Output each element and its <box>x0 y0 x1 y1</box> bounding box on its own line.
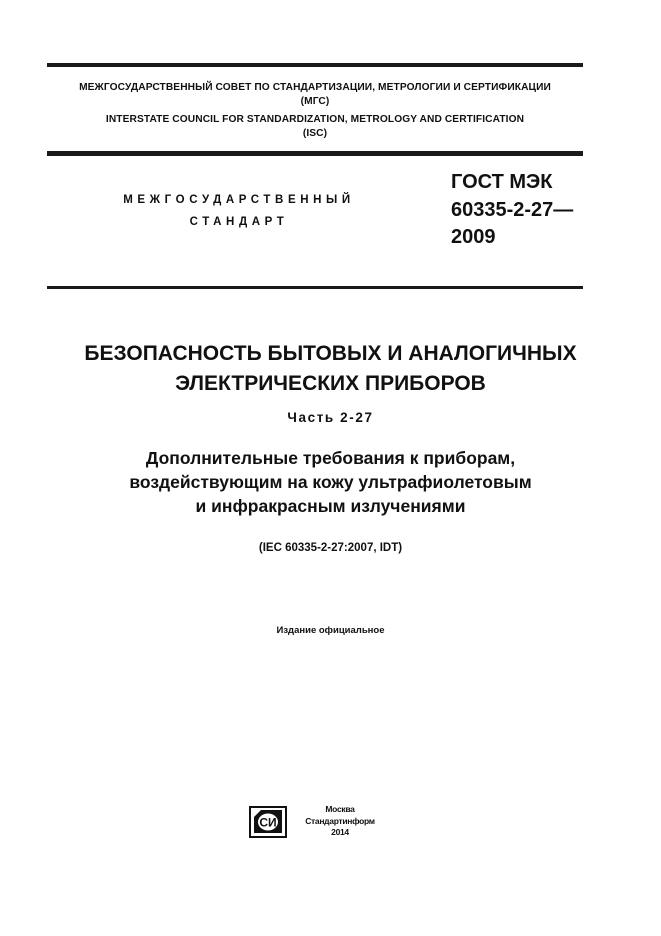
subtitle-line3: и инфракрасным излучениями <box>195 496 466 516</box>
part-number: Часть 2-27 <box>287 410 374 425</box>
top-rule <box>47 63 583 67</box>
middle-rule <box>47 151 583 156</box>
standard-kind-line2: СТАНДАРТ <box>189 216 289 228</box>
title-line2: ЭЛЕКТРИЧЕСКИХ ПРИБОРОВ <box>175 372 486 395</box>
publisher-city: Москва <box>325 804 355 814</box>
title-line1: БЕЗОПАСНОСТЬ БЫТОВЫХ И АНАЛОГИЧНЫХ <box>84 342 577 365</box>
standard-number <box>451 169 573 252</box>
lower-rule <box>47 286 583 289</box>
document-subtitle <box>20 446 641 518</box>
standard-kind <box>110 189 368 233</box>
iec-reference: (IEC 60335-2-27:2007, IDT) <box>258 542 403 554</box>
publisher-year: 2014 <box>331 827 349 837</box>
council-ru-abbrev: (МГС) <box>300 96 330 107</box>
subtitle-line1: Дополнительные требования к приборам, <box>145 448 516 468</box>
standard-number-line1: ГОСТ МЭК <box>451 171 553 193</box>
council-name-ru <box>47 81 583 109</box>
publisher-name: Стандартинформ <box>305 815 375 826</box>
council-ru-line1: МЕЖГОСУДАРСТВЕННЫЙ СОВЕТ ПО СТАНДАРТИЗАЦИИ, МЕТРОЛОГИИ И СЕРТИФИКАЦИИ <box>79 82 551 93</box>
document-title <box>20 339 641 399</box>
edition-label: Издание официальное <box>276 625 385 636</box>
standard-number-line3: 2009 <box>451 226 496 248</box>
subtitle-line2: воздействующим на кожу ультрафиолетовым <box>129 472 532 492</box>
standartinform-logo-icon <box>249 806 287 838</box>
logo-letters: СИ <box>259 815 277 830</box>
standard-kind-line1: МЕЖГОСУДАРСТВЕННЫЙ <box>123 194 355 206</box>
council-en-line1: INTERSTATE COUNCIL FOR STANDARDIZATION, METROLOGY AND CERTIFICATION <box>105 114 525 125</box>
council-en-abbrev: (ISC) <box>302 128 328 139</box>
standard-number-line2: 60335-2-27— <box>451 198 574 221</box>
publisher-block <box>292 804 388 839</box>
council-name-en <box>47 113 583 141</box>
